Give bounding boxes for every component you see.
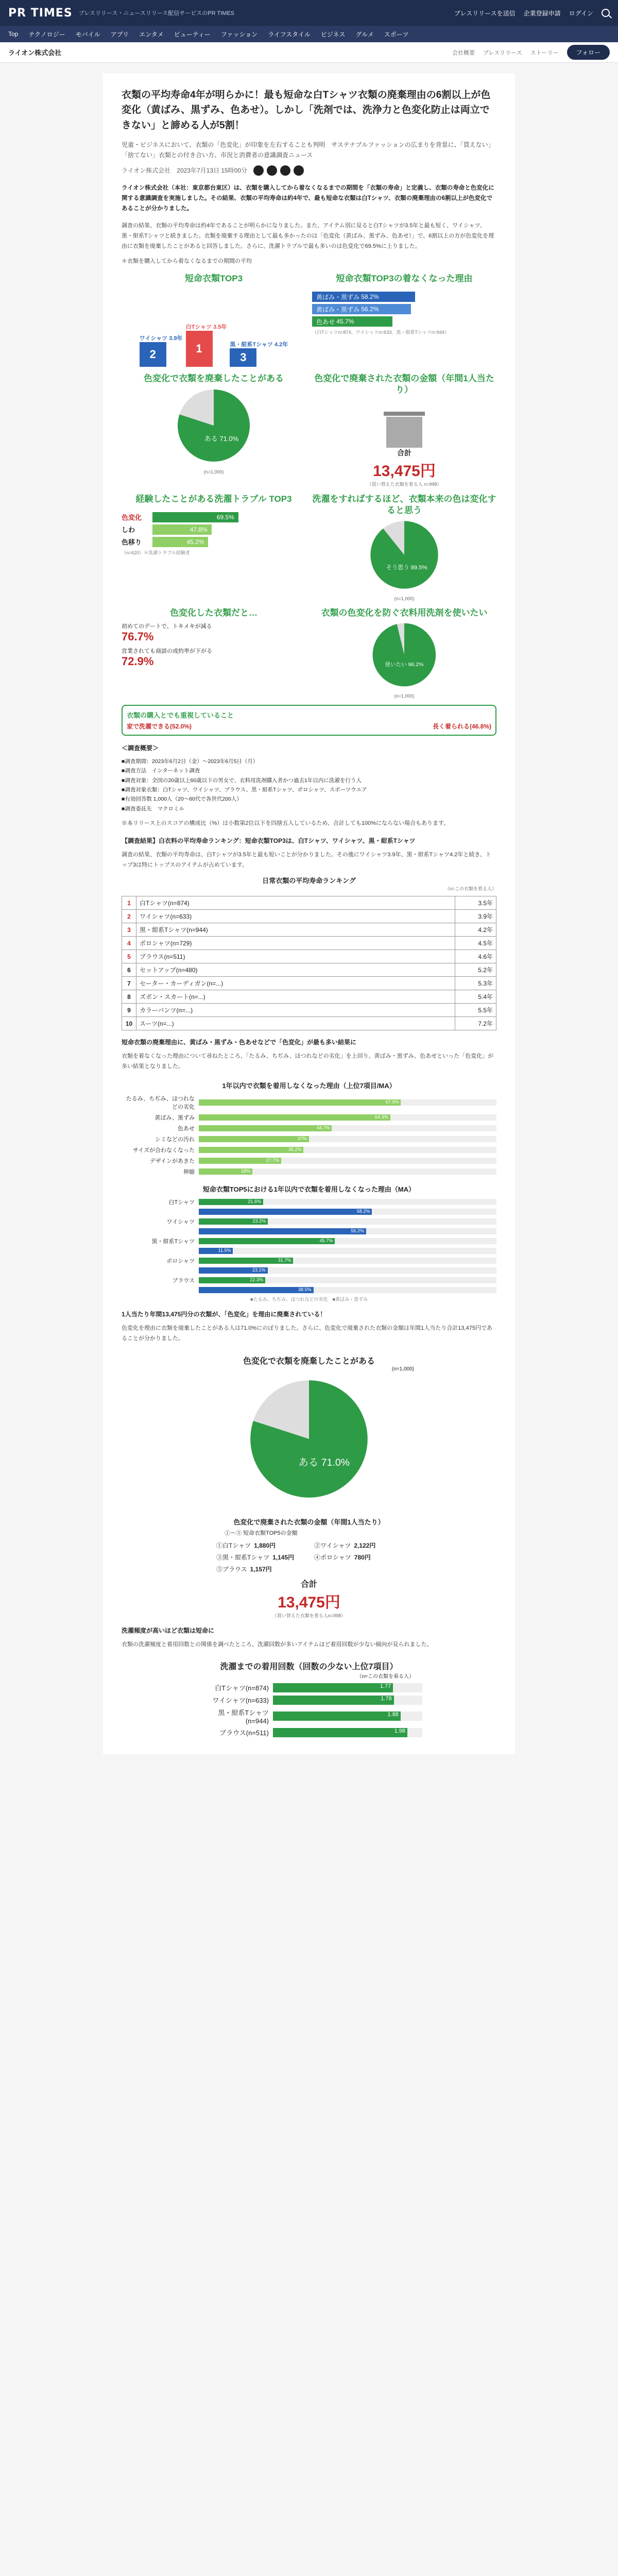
article-body: 調査の結果、衣類の平均寿命は約4年であることが明らかになりました。また、アイテム別に見ると白Tシャツが3.5年と最も短く、ワイシャツ、黒・紺系Tシャツと続きました。衣類を廃棄する理由として最も多かったのは「色変化（黄ばみ、黒ずみ、色あせ）」で、6割以上の方が色変化を理由に衣類を廃棄したことがあると回答しました。さらに、洗濯トラブルで最も多いのは色変化で69.5%に上りました。: [122, 223, 494, 249]
article-meta: [122, 165, 496, 176]
cat-lifestyle[interactable]: ライフスタイル: [268, 30, 311, 38]
table-cell-name: カラーパンツ(n=...): [136, 1004, 455, 1017]
reason-fill: 27.7%: [199, 1158, 281, 1164]
trouble-value: 47.8%: [190, 526, 208, 533]
cat-gourmet[interactable]: グルメ: [355, 30, 374, 38]
wash-label: 白Tシャツ(n=874): [215, 1684, 269, 1692]
table-cell-name: ポロシャツ(n=729): [136, 937, 455, 950]
cost-item: [314, 1541, 402, 1550]
login-link[interactable]: ログイン: [569, 9, 593, 17]
wash-label: 黒・紺系Tシャツ(n=944): [218, 1709, 269, 1725]
reason2-track-b: [199, 1267, 496, 1274]
wash-fill: 1.77: [273, 1683, 393, 1692]
cat-mobile[interactable]: モバイル: [75, 30, 100, 38]
reason-row: [122, 1094, 496, 1111]
table-row: [122, 910, 496, 923]
want-n: (n=1,000): [394, 693, 415, 699]
cost-item-label: ②ワイシャツ: [314, 1541, 351, 1549]
reasons-chart2: [122, 1198, 496, 1293]
table-cell-rank: 4: [122, 937, 136, 950]
article-subtitle: 児童・ビジネスにおいて、衣類の「色変化」が印象を左右することも判明 サステナブルファッションの広まりを背景に、「買えない」「捨てない」衣類との付き合い方、市況と消費者の意識調査ニュース: [122, 141, 494, 159]
reason-row-label: たるみ、ちぢみ、ほつれなどの劣化: [126, 1096, 195, 1111]
podium-3: 3: [230, 348, 256, 367]
fail-sub1: 初めてのデートで、トキメキが減る: [122, 623, 212, 630]
cat-app[interactable]: アプリ: [110, 30, 129, 38]
cost-text: 色変化を理由に衣類を廃棄したことがある人は71.0%にのぼりました。さらに、色変化で廃棄された衣類の金額は年間1人当たり合計13,475円であることが分かりました。: [122, 1325, 492, 1342]
podium-2: 2: [140, 342, 166, 367]
cost-item-value: 1,145円: [272, 1553, 295, 1561]
reason2-group: [122, 1257, 496, 1274]
reason2-label: ワイシャツ: [166, 1219, 195, 1226]
table-cell-years: 4.6年: [455, 950, 496, 963]
reason2-track-a: [199, 1199, 496, 1205]
share-x-icon[interactable]: [253, 165, 264, 176]
wash-row: [196, 1683, 422, 1692]
reason2-row-a: [122, 1237, 496, 1245]
outline-line: ■有効回答数 1,000人（20〜60代で各世代200人）: [122, 796, 242, 803]
table-cell-name: ズボン・スカート(n=...): [136, 990, 455, 1004]
wash-text: 衣類の洗濯頻度と着用回数との関係を調べたところ、洗濯回数が多いアイテムほど着用回数が少ない傾向が見られました。: [122, 1641, 433, 1648]
table-row: [122, 977, 496, 990]
cost-pie-n: (n=1,000): [391, 1366, 414, 1372]
wash-fill: 1.78: [273, 1696, 394, 1705]
trouble-value: 45.2%: [186, 538, 204, 546]
reason-row-label: 黄ばみ、黒ずみ: [154, 1115, 195, 1122]
wash-label: ブラウス(n=511): [219, 1729, 269, 1737]
reason2-row-a: [122, 1217, 496, 1226]
discard-pie: [173, 384, 255, 467]
cost-total: 13,475円: [278, 1594, 340, 1611]
cost-item-label: ①白Tシャツ: [216, 1541, 251, 1549]
reason-bar: [312, 304, 411, 314]
table-cell-rank: 6: [122, 963, 136, 977]
cost-total-box: [122, 1578, 496, 1619]
outline-note: ※本リリース上のスコアの構成比（%）は小数第2位以下を四捨五入しているため、合計しても100%にならない場合もあります。: [122, 820, 450, 827]
reason2-track-b: [199, 1228, 496, 1234]
wash-row: [196, 1707, 422, 1725]
cat-sports[interactable]: スポーツ: [384, 30, 409, 38]
table-cell-years: 3.9年: [455, 910, 496, 923]
reason2-fill-a: 31.7%: [199, 1258, 293, 1264]
trouble-row: [122, 537, 306, 547]
company-about-link[interactable]: 会社概要: [452, 49, 475, 56]
company-release-link[interactable]: プレスリリース: [483, 49, 522, 56]
wash-chart: [196, 1683, 422, 1737]
cat-fashion[interactable]: ファッション: [220, 30, 258, 38]
cost-heading: 1人当たり年間13,475円分の衣類が、「色変化」を理由に廃棄されている！: [122, 1311, 327, 1318]
follow-button[interactable]: フォロー: [567, 45, 610, 60]
reason2-track-a: [199, 1238, 496, 1244]
reason-row: [122, 1167, 496, 1176]
table-row: [122, 1004, 496, 1017]
lifespan-text: 調査の結果、衣類の平均寿命は、白Tシャツが3.5年と最も短いことが分かりました。その後にワイシャツ3.9年、黒・紺系Tシャツ4.2年と続き、トップ3は特にトップスのアイテムが占めています。: [122, 851, 491, 868]
cat-beauty[interactable]: ビューティー: [174, 30, 211, 38]
reason2-row-b: [122, 1228, 496, 1234]
table-cell-years: 4.2年: [455, 923, 496, 937]
cat-top[interactable]: Top: [8, 30, 19, 38]
reasons-note: （白Tシャツn=874、ワイシャツn=633、黒・紺系Tシャツn=944）: [312, 330, 450, 335]
reason2-track-b: [199, 1209, 496, 1215]
article-date: ライオン株式会社 2023年7月13日 15時00分: [122, 167, 248, 175]
belief-title: 洗濯をすればするほど、衣類本来の色は変化すると思う: [312, 494, 496, 515]
cat-tech[interactable]: テクノロジー: [28, 30, 65, 38]
reason-fill: 18%: [199, 1168, 252, 1175]
trouble-label: 色変化: [122, 514, 142, 522]
want-pie: [368, 619, 440, 691]
reason-row-label: 伸縮: [183, 1169, 195, 1176]
reason2-track-b: [199, 1248, 496, 1254]
reasons-heading: 短命衣類の廃棄理由に、黄ばみ・黒ずみ・色あせなどで「色変化」が最も多い結果に: [122, 1039, 357, 1046]
reason2-row-a: [122, 1257, 496, 1265]
table-cell-years: 5.4年: [455, 990, 496, 1004]
table-cell-years: 3.5年: [455, 896, 496, 910]
cost-item: [314, 1553, 402, 1562]
reason-row: [122, 1135, 496, 1143]
reasons-chart2-legend: ■たるみ、ちぢみ、ほつれなどの劣化 ■黄ばみ・黒ずみ: [250, 1297, 368, 1302]
article: [103, 73, 515, 1754]
cost-total-note: （買い替えた衣類を着る人n=998）: [272, 1613, 346, 1618]
company-name[interactable]: ライオン株式会社: [8, 49, 62, 57]
article-lead: ライオン株式会社（本社：東京都台東区）は、衣類を購入してから着なくなるまでの期間を「衣類の寿命」と定義し、衣類の寿命と色変化に関する意識調査を実施しました。その結果、衣類の平均寿命は約4年で、最も短命な衣類は白Tシャツ、衣類の廃棄理由の6割以上が色変化であることが分かりました。: [122, 184, 494, 212]
cost-item-value: 780円: [354, 1553, 371, 1561]
podium: [122, 290, 306, 367]
fail-sub2: 営業されても商談の成約率が下がる: [122, 648, 212, 654]
table-cell-rank: 1: [122, 896, 136, 910]
reason-fill: 67.9%: [199, 1099, 401, 1106]
reason2-track-a: [199, 1258, 496, 1264]
outline-line: ■調査方法 インターネット調査: [122, 768, 200, 774]
reason-track: [199, 1099, 496, 1106]
podium-1: 1: [186, 331, 213, 367]
reason2-row-a: [122, 1198, 496, 1206]
cost-item: [216, 1553, 304, 1562]
cost-pie: [242, 1372, 376, 1506]
reason2-track-a: [199, 1218, 496, 1225]
reason2-row-b: [122, 1209, 496, 1215]
cost-value: 13,475円: [373, 462, 436, 480]
company-bar: [0, 42, 618, 63]
search-icon[interactable]: [602, 9, 610, 17]
cost-note: （買い替えた衣類を着る人 n=998）: [367, 481, 442, 487]
reason-bar: [312, 292, 415, 302]
panel-trouble: [122, 494, 496, 601]
trouble-value: 69.5%: [216, 513, 234, 521]
wash-chart-title: 洗濯までの着用回数（回数の少ない上位7項目）: [220, 1663, 398, 1672]
reason2-group: [122, 1237, 496, 1254]
table-row: [122, 990, 496, 1004]
wash-chart-sub: （n=この衣類を着る人）: [356, 1674, 414, 1680]
table-row: [122, 1017, 496, 1030]
cost-item-label: ④ポロシャツ: [314, 1553, 351, 1561]
cost-item: [216, 1541, 304, 1550]
reason2-fill-a: 22.3%: [199, 1277, 265, 1283]
company-story-link[interactable]: ストーリー: [530, 49, 559, 56]
rank3-label: 黒・紺系Tシャツ 4.2年: [230, 342, 288, 348]
reason-track: [199, 1158, 496, 1164]
cost-total-label: 合計: [300, 1580, 317, 1589]
outline-line: ■調査委託先 マクロミル: [122, 805, 184, 812]
reason-track: [199, 1136, 496, 1142]
fail-val2: 72.9%: [122, 654, 154, 668]
wash-track: [273, 1728, 422, 1737]
reason2-group: [122, 1276, 496, 1293]
table-cell-rank: 3: [122, 923, 136, 937]
outline-line: ■調査対象：全国の20歳以上60歳以下の男女で、衣料用洗剤購入者かつ過去1年以内に洗濯を行う人: [122, 777, 362, 784]
reason2-row-b: [122, 1267, 496, 1274]
reason-label: 色あせ: [316, 318, 335, 326]
reason2-row-b: [122, 1248, 496, 1254]
trouble-bar: [152, 524, 212, 535]
cost-items-title: 色変化で廃棄された衣類の金額（年間1人当たり）: [233, 1518, 385, 1526]
reason-row-label: サイズが合わなくなった: [132, 1147, 195, 1154]
reason2-track-a: [199, 1277, 496, 1283]
article-title: 衣類の平均寿命4年が明らかに！最も短命な白Tシャツ衣類の廃棄理由の6割以上が色変化（黄ばみ、黒ずみ、色あせ）。しかし「洗剤では、洗浄力と色変化防止は両立できない」と諦める人が5割！: [122, 90, 491, 131]
fewer-val2: 長く着られる(46.8%): [432, 722, 491, 730]
lifespan-table: [122, 896, 496, 1030]
outline-heading: ＜調査概要＞: [122, 744, 159, 752]
table-cell-rank: 10: [122, 1017, 136, 1030]
cost-item-label: ⑤ブラウス: [216, 1565, 247, 1573]
wash-fill: 1.98: [273, 1728, 407, 1737]
discard-pie-label: ある 71.0%: [204, 435, 239, 443]
table-row: [122, 896, 496, 910]
wash-row: [196, 1695, 422, 1705]
table-cell-rank: 2: [122, 910, 136, 923]
reason-row: [122, 1113, 496, 1122]
table-cell-rank: 8: [122, 990, 136, 1004]
lifespan-table-sub: （n=この衣類を着る人）: [444, 886, 496, 892]
site-logo[interactable]: PR TIMES: [8, 6, 73, 20]
reason2-fill-b: 23.1%: [199, 1267, 268, 1274]
table-cell-name: セーター・カーディガン(n=...): [136, 977, 455, 990]
table-cell-years: 7.2年: [455, 1017, 496, 1030]
top-navbar: [0, 0, 618, 26]
survey-outline: [122, 743, 496, 829]
fewer-box: [122, 705, 496, 736]
outline-line: ■調査期間：2023年6月2日（金）〜2023年6月5日（月）: [122, 758, 259, 765]
wash-track: [273, 1696, 422, 1705]
share-line-icon[interactable]: [280, 165, 290, 176]
table-cell-years: 5.5年: [455, 1004, 496, 1017]
reason2-fill-b: 38.5%: [199, 1287, 314, 1293]
trouble-bars: [122, 512, 306, 547]
reason2-label: 黒・紺系Tシャツ: [151, 1239, 195, 1245]
wash-fill: 1.88: [273, 1711, 401, 1721]
trash-can-icon: [312, 412, 496, 448]
reason-fill: 37%: [199, 1136, 309, 1142]
reason-fill: 64.3%: [199, 1114, 390, 1121]
cost-item: [216, 1565, 304, 1573]
fewer-val1: 家で洗濯できる(52.0%): [127, 722, 192, 730]
reason2-fill-a: 23.2%: [199, 1218, 268, 1225]
belief-pie-label: そう思う 89.5%: [386, 564, 427, 571]
want-title: 衣類の色変化を防ぐ衣料用洗剤を使いたい: [321, 607, 488, 618]
panel-top3: [122, 273, 496, 367]
reason2-label: ポロシャツ: [166, 1258, 195, 1265]
reason2-group: [122, 1198, 496, 1215]
table-row: [122, 963, 496, 977]
trouble-note: （n=620）＊洗濯トラブル経験者: [122, 550, 190, 555]
table-cell-name: 黒・紺系Tシャツ(n=944): [136, 923, 455, 937]
table-cell-years: 4.5年: [455, 937, 496, 950]
reason2-label: ブラウス: [172, 1278, 195, 1284]
fail-title: 色変化した衣類だと…: [170, 607, 258, 618]
fail-val1: 76.7%: [122, 630, 154, 643]
cost-pie-title: 色変化で衣類を廃棄したことがある: [243, 1357, 375, 1366]
panel-discard: [122, 373, 496, 487]
fewer-title: 衣類の購入とでも重視していること: [127, 711, 234, 719]
reason-track: [199, 1114, 496, 1121]
cost-item-value: 2,122円: [354, 1541, 376, 1549]
share-hatena-icon[interactable]: [294, 165, 304, 176]
reason-row: [122, 1146, 496, 1154]
reason-fill: 44.7%: [199, 1125, 332, 1131]
reason-track: [199, 1168, 496, 1175]
reason2-row-b: [122, 1287, 496, 1293]
cost-items: [216, 1541, 402, 1573]
table-cell-name: 白Tシャツ(n=874): [136, 896, 455, 910]
trouble-bar: [152, 512, 238, 522]
rank2-label: ワイシャツ 3.9年: [139, 335, 183, 342]
reason-bar: [312, 316, 392, 327]
table-cell-name: ブラウス(n=511): [136, 950, 455, 963]
reasons-chart2-title: 短命衣類TOP5における1年以内で衣類を着用しなくなった理由（MA）: [202, 1185, 416, 1194]
wash-row: [196, 1727, 422, 1737]
table-cell-rank: 7: [122, 977, 136, 990]
belief-n: (n=1,000): [394, 596, 415, 601]
table-cell-name: ワイシャツ(n=633): [136, 910, 455, 923]
reason2-track-b: [199, 1287, 496, 1293]
wash-heading: 洗濯頻度が高いほど衣類は短命に: [122, 1626, 215, 1634]
reason2-fill-b: 58.2%: [199, 1209, 372, 1215]
reason-row: [122, 1124, 496, 1132]
reasons-chart-title: 1年以内で衣類を着用しなくなった理由（上位7項目/MA）: [222, 1082, 396, 1090]
belief-pie: [366, 516, 443, 594]
reason2-fill-a: 21.6%: [199, 1199, 263, 1205]
discard-n: (n=1,000): [203, 469, 224, 475]
top3-title: 短命衣類TOP3: [184, 274, 243, 284]
reason-fill: 35.2%: [199, 1147, 303, 1153]
table-cell-name: スーツ(n=...): [136, 1017, 455, 1030]
cat-entame[interactable]: エンタメ: [139, 30, 164, 38]
rank1-label: 白Tシャツ 3.5年: [185, 324, 227, 331]
reason-value: 58.2%: [361, 293, 379, 301]
category-bar: [0, 26, 618, 42]
table-row: [122, 923, 496, 937]
cat-business[interactable]: ビジネス: [320, 30, 346, 38]
panel-fail: [122, 607, 496, 699]
wash-track: [273, 1711, 422, 1721]
reasons-title: 短命衣類TOP3の着なくなった理由: [336, 274, 473, 284]
cost-title: 色変化で廃棄された衣類の金額（年間1人当たり）: [314, 374, 494, 395]
reason-value: 56.2%: [361, 306, 379, 313]
reason-row-label: 色あせ: [178, 1126, 195, 1132]
article-bullet: ＊衣類を購入してから着なくなるまでの期間の平均: [122, 258, 252, 265]
reason2-fill-b: 11.5%: [199, 1248, 233, 1254]
reason2-fill-a: 45.7%: [199, 1238, 335, 1244]
share-buttons: [253, 165, 304, 176]
trouble-bar: [152, 537, 208, 547]
lifespan-heading: 【調査結果】白衣料の平均寿命ランキング：短命衣類TOP3は、白Tシャツ、ワイシャツ、黒・紺系Tシャツ: [122, 837, 416, 844]
reason-track: [199, 1125, 496, 1131]
want-pie-label: 使いたい 96.2%: [385, 661, 424, 668]
table-row: [122, 950, 496, 963]
reason-row-label: デザインがあきた: [149, 1158, 195, 1165]
trouble-label: 色移り: [122, 538, 142, 547]
reason2-label: 白Tシャツ: [168, 1199, 195, 1206]
reason2-group: [122, 1217, 496, 1234]
reasons-chart: [122, 1094, 496, 1176]
trouble-label: しわ: [122, 526, 135, 534]
send-release-link[interactable]: プレスリリースを送信: [454, 9, 516, 17]
trouble-title: 経験したことがある洗濯トラブル TOP3: [135, 494, 292, 504]
table-cell-rank: 5: [122, 950, 136, 963]
trouble-row: [122, 524, 306, 535]
cost-item-label: ③黒・紺系Tシャツ: [216, 1553, 270, 1561]
reasons-text: 衣類を着なくなった理由について尋ねたところ、「たるみ、ちぢみ、ほつれなどの劣化」を上回り、黄ばみ・黒ずみ、色あせといった「色変化」が多い結果となりました。: [122, 1053, 494, 1070]
reason-value: 45.7%: [336, 318, 354, 326]
table-cell-years: 5.3年: [455, 977, 496, 990]
reason2-row-a: [122, 1276, 496, 1284]
share-facebook-icon[interactable]: [267, 165, 277, 176]
reason-row: [122, 1157, 496, 1165]
reason2-fill-b: 56.2%: [199, 1228, 366, 1234]
cost-item-value: 1,880円: [254, 1541, 276, 1549]
wash-track: [273, 1683, 422, 1692]
table-row: [122, 937, 496, 950]
outline-line: ■調査対象衣類：白Tシャツ、ワイシャツ、ブラウス、黒・紺系Tシャツ、ポロシャツ、スポーツウエア: [122, 786, 367, 793]
discard-title: 色変化で衣類を廃棄したことがある: [144, 374, 284, 384]
reason-row-label: シミなどの汚れ: [155, 1137, 195, 1143]
table-cell-years: 5.2年: [455, 963, 496, 977]
reason-track: [199, 1147, 496, 1153]
cost-items-sub: ①〜⑤ 短命衣類TOP5の金額: [225, 1530, 298, 1536]
company-register-link[interactable]: 企業登録申請: [523, 9, 561, 17]
cost-item-value: 1,157円: [250, 1565, 272, 1573]
table-cell-name: セットアップ(n=480): [136, 963, 455, 977]
trouble-row: [122, 512, 306, 522]
reason-label: 黄ばみ・黒ずみ: [316, 306, 360, 313]
lifespan-table-title: 日常衣類の平均寿命ランキング: [262, 877, 356, 885]
reason-label: 黄ばみ・黒ずみ: [316, 293, 360, 301]
wash-label: ワイシャツ(n=633): [212, 1697, 269, 1705]
table-cell-rank: 9: [122, 1004, 136, 1017]
cost-label: 合計: [397, 448, 411, 457]
site-tagline: プレスリリース・ニュースリリース配信サービスのPR TIMES: [78, 10, 235, 16]
cost-pie-label: ある 71.0%: [298, 1456, 350, 1468]
